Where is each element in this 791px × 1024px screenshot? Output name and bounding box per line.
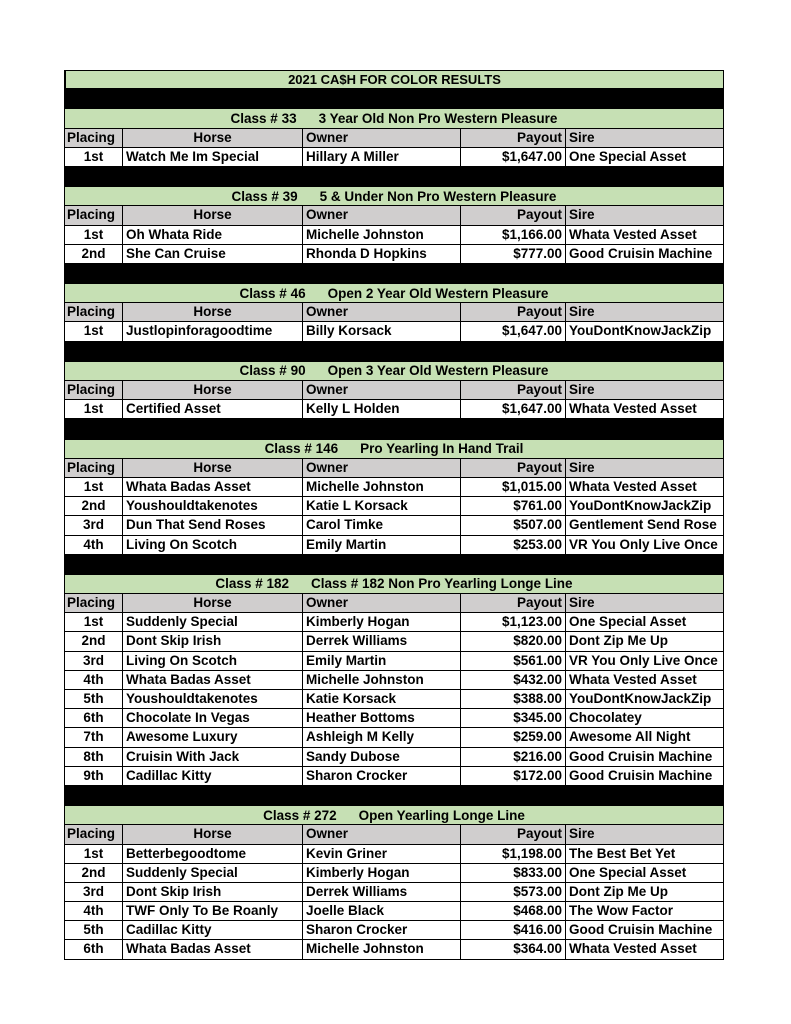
cell-owner: Rhonda D Hopkins xyxy=(302,244,460,263)
section-divider xyxy=(64,419,724,438)
header-horse: Horse xyxy=(122,302,302,321)
cell-sire: Good Cruisin Machine xyxy=(565,766,724,785)
cell-placing: 1st xyxy=(64,612,122,631)
header-horse: Horse xyxy=(122,205,302,224)
class-name: Pro Yearling In Hand Trail xyxy=(360,441,524,457)
class-name: 5 & Under Non Pro Western Pleasure xyxy=(319,188,557,204)
cell-sire: VR You Only Live Once xyxy=(565,535,724,554)
class-number: Class # 46 xyxy=(239,285,306,301)
cell-payout: $1,198.00 xyxy=(460,844,565,863)
cell-horse: Living On Scotch xyxy=(122,535,302,554)
class-title xyxy=(64,439,724,458)
header-horse: Horse xyxy=(122,824,302,843)
table-row xyxy=(64,727,724,746)
table-header-row xyxy=(64,302,724,321)
cell-payout: $253.00 xyxy=(460,535,565,554)
header-payout: Payout xyxy=(460,302,565,321)
table-row xyxy=(64,844,724,863)
results-sheet xyxy=(64,70,724,960)
header-payout: Payout xyxy=(460,205,565,224)
cell-payout: $345.00 xyxy=(460,708,565,727)
cell-owner: Kelly L Holden xyxy=(302,399,460,418)
table-header-row xyxy=(64,128,724,147)
header-horse: Horse xyxy=(122,458,302,477)
cell-owner: Derrek Williams xyxy=(302,882,460,901)
cell-horse: Justlopinforagoodtime xyxy=(122,321,302,340)
section-divider xyxy=(64,555,724,574)
class-number: Class # 182 xyxy=(215,576,289,592)
table-row xyxy=(64,689,724,708)
class-name: Open Yearling Longe Line xyxy=(358,807,525,823)
table-row xyxy=(64,766,724,785)
table-row xyxy=(64,147,724,166)
cell-horse: Certified Asset xyxy=(122,399,302,418)
class-title xyxy=(64,361,724,380)
cell-placing: 3rd xyxy=(64,882,122,901)
cell-sire: Chocolatey xyxy=(565,708,724,727)
table-row xyxy=(64,920,724,939)
table-row xyxy=(64,747,724,766)
class-number: Class # 39 xyxy=(231,188,298,204)
cell-sire: VR You Only Live Once xyxy=(565,651,724,670)
header-placing: Placing xyxy=(64,824,122,843)
cell-owner: Joelle Black xyxy=(302,901,460,920)
table-row xyxy=(64,863,724,882)
cell-placing: 3rd xyxy=(64,651,122,670)
cell-payout: $1,647.00 xyxy=(460,399,565,418)
cell-horse: TWF Only To Be Roanly xyxy=(122,901,302,920)
table-header-row xyxy=(64,593,724,612)
header-payout: Payout xyxy=(460,380,565,399)
cell-owner: Sharon Crocker xyxy=(302,766,460,785)
cell-horse: Youshouldtakenotes xyxy=(122,689,302,708)
table-row xyxy=(64,631,724,650)
table-row xyxy=(64,244,724,263)
class-name: Open 2 Year Old Western Pleasure xyxy=(327,285,549,301)
cell-sire: Gentlement Send Rose xyxy=(565,515,724,534)
section-divider xyxy=(64,167,724,186)
cell-payout: $259.00 xyxy=(460,727,565,746)
cell-placing: 8th xyxy=(64,747,122,766)
section-divider xyxy=(64,264,724,283)
class-title xyxy=(64,186,724,205)
cell-owner: Emily Martin xyxy=(302,651,460,670)
cell-owner: Michelle Johnston xyxy=(302,477,460,496)
cell-placing: 1st xyxy=(64,477,122,496)
cell-placing: 2nd xyxy=(64,631,122,650)
table-row xyxy=(64,901,724,920)
cell-placing: 6th xyxy=(64,708,122,727)
cell-sire: One Special Asset xyxy=(565,147,724,166)
cell-placing: 9th xyxy=(64,766,122,785)
cell-horse: She Can Cruise xyxy=(122,244,302,263)
cell-payout: $820.00 xyxy=(460,631,565,650)
cell-owner: Kimberly Hogan xyxy=(302,612,460,631)
cell-payout: $573.00 xyxy=(460,882,565,901)
cell-owner: Ashleigh M Kelly xyxy=(302,727,460,746)
cell-placing: 1st xyxy=(64,844,122,863)
cell-payout: $172.00 xyxy=(460,766,565,785)
cell-placing: 2nd xyxy=(64,244,122,263)
cell-horse: Oh Whata Ride xyxy=(122,225,302,244)
header-owner: Owner xyxy=(302,593,460,612)
table-header-row xyxy=(64,380,724,399)
cell-horse: Watch Me Im Special xyxy=(122,147,302,166)
cell-owner: Michelle Johnston xyxy=(302,939,460,958)
cell-sire: YouDontKnowJackZip xyxy=(565,321,724,340)
cell-horse: Youshouldtakenotes xyxy=(122,496,302,515)
header-sire: Sire xyxy=(565,302,724,321)
section-divider xyxy=(64,786,724,805)
cell-sire: Whata Vested Asset xyxy=(565,477,724,496)
cell-sire: Whata Vested Asset xyxy=(565,399,724,418)
cell-horse: Suddenly Special xyxy=(122,863,302,882)
cell-owner: Kimberly Hogan xyxy=(302,863,460,882)
cell-sire: Whata Vested Asset xyxy=(565,225,724,244)
cell-placing: 1st xyxy=(64,321,122,340)
cell-placing: 4th xyxy=(64,670,122,689)
header-sire: Sire xyxy=(565,380,724,399)
header-sire: Sire xyxy=(565,458,724,477)
cell-sire: YouDontKnowJackZip xyxy=(565,689,724,708)
cell-payout: $432.00 xyxy=(460,670,565,689)
table-row xyxy=(64,515,724,534)
cell-placing: 7th xyxy=(64,727,122,746)
cell-owner: Emily Martin xyxy=(302,535,460,554)
header-payout: Payout xyxy=(460,458,565,477)
cell-payout: $1,647.00 xyxy=(460,321,565,340)
header-placing: Placing xyxy=(64,205,122,224)
cell-owner: Hillary A Miller xyxy=(302,147,460,166)
header-owner: Owner xyxy=(302,458,460,477)
cell-horse: Cadillac Kitty xyxy=(122,766,302,785)
cell-sire: Whata Vested Asset xyxy=(565,939,724,958)
class-title xyxy=(64,574,724,593)
cell-payout: $416.00 xyxy=(460,920,565,939)
header-owner: Owner xyxy=(302,302,460,321)
cell-owner: Michelle Johnston xyxy=(302,670,460,689)
table-row xyxy=(64,399,724,418)
table-row xyxy=(64,670,724,689)
header-horse: Horse xyxy=(122,593,302,612)
cell-payout: $1,647.00 xyxy=(460,147,565,166)
table-row xyxy=(64,496,724,515)
cell-sire: YouDontKnowJackZip xyxy=(565,496,724,515)
class-title xyxy=(64,283,724,302)
cell-sire: The Wow Factor xyxy=(565,901,724,920)
cell-owner: Billy Korsack xyxy=(302,321,460,340)
cell-payout: $216.00 xyxy=(460,747,565,766)
section-divider xyxy=(64,342,724,361)
table-row xyxy=(64,225,724,244)
cell-owner: Michelle Johnston xyxy=(302,225,460,244)
cell-owner: Sharon Crocker xyxy=(302,920,460,939)
cell-owner: Carol Timke xyxy=(302,515,460,534)
cell-placing: 5th xyxy=(64,920,122,939)
cell-horse: Cruisin With Jack xyxy=(122,747,302,766)
table-row xyxy=(64,321,724,340)
cell-payout: $761.00 xyxy=(460,496,565,515)
header-placing: Placing xyxy=(64,380,122,399)
table-row xyxy=(64,535,724,554)
class-name: Open 3 Year Old Western Pleasure xyxy=(327,363,549,379)
cell-owner: Derrek Williams xyxy=(302,631,460,650)
cell-sire: Whata Vested Asset xyxy=(565,670,724,689)
header-payout: Payout xyxy=(460,824,565,843)
table-header-row xyxy=(64,205,724,224)
cell-horse: Suddenly Special xyxy=(122,612,302,631)
class-name: Class # 182 Non Pro Yearling Longe Line xyxy=(310,576,573,592)
class-number: Class # 33 xyxy=(230,110,297,126)
cell-sire: Awesome All Night xyxy=(565,727,724,746)
cell-horse: Whata Badas Asset xyxy=(122,939,302,958)
cell-placing: 5th xyxy=(64,689,122,708)
class-number: Class # 272 xyxy=(263,807,337,823)
cell-owner: Kevin Griner xyxy=(302,844,460,863)
header-placing: Placing xyxy=(64,302,122,321)
cell-owner: Katie L Korsack xyxy=(302,496,460,515)
cell-payout: $833.00 xyxy=(460,863,565,882)
class-number: Class # 90 xyxy=(239,363,306,379)
cell-horse: Chocolate In Vegas xyxy=(122,708,302,727)
cell-sire: Good Cruisin Machine xyxy=(565,747,724,766)
cell-sire: Dont Zip Me Up xyxy=(565,882,724,901)
table-row xyxy=(64,882,724,901)
cell-horse: Whata Badas Asset xyxy=(122,670,302,689)
header-placing: Placing xyxy=(64,593,122,612)
cell-owner: Heather Bottoms xyxy=(302,708,460,727)
table-row xyxy=(64,939,724,958)
header-sire: Sire xyxy=(565,205,724,224)
cell-placing: 1st xyxy=(64,147,122,166)
cell-horse: Whata Badas Asset xyxy=(122,477,302,496)
header-payout: Payout xyxy=(460,128,565,147)
cell-placing: 2nd xyxy=(64,863,122,882)
cell-sire: One Special Asset xyxy=(565,863,724,882)
header-sire: Sire xyxy=(565,128,724,147)
cell-sire: One Special Asset xyxy=(565,612,724,631)
cell-horse: Betterbegoodtome xyxy=(122,844,302,863)
header-owner: Owner xyxy=(302,380,460,399)
section-divider xyxy=(64,89,724,108)
class-title xyxy=(64,805,724,824)
cell-payout: $1,015.00 xyxy=(460,477,565,496)
cell-sire: Dont Zip Me Up xyxy=(565,631,724,650)
cell-payout: $364.00 xyxy=(460,939,565,958)
cell-payout: $1,123.00 xyxy=(460,612,565,631)
cell-sire: Good Cruisin Machine xyxy=(565,244,724,263)
cell-payout: $561.00 xyxy=(460,651,565,670)
class-title xyxy=(64,108,724,127)
cell-horse: Awesome Luxury xyxy=(122,727,302,746)
cell-placing: 1st xyxy=(64,399,122,418)
cell-horse: Living On Scotch xyxy=(122,651,302,670)
header-horse: Horse xyxy=(122,128,302,147)
cell-owner: Katie Korsack xyxy=(302,689,460,708)
cell-placing: 1st xyxy=(64,225,122,244)
cell-owner: Sandy Dubose xyxy=(302,747,460,766)
cell-horse: Cadillac Kitty xyxy=(122,920,302,939)
header-horse: Horse xyxy=(122,380,302,399)
table-header-row xyxy=(64,458,724,477)
cell-payout: $507.00 xyxy=(460,515,565,534)
class-name: 3 Year Old Non Pro Western Pleasure xyxy=(318,110,558,126)
header-payout: Payout xyxy=(460,593,565,612)
cell-placing: 6th xyxy=(64,939,122,958)
cell-sire: The Best Bet Yet xyxy=(565,844,724,863)
cell-placing: 4th xyxy=(64,535,122,554)
cell-horse: Dun That Send Roses xyxy=(122,515,302,534)
table-header-row xyxy=(64,824,724,843)
header-owner: Owner xyxy=(302,205,460,224)
table-row xyxy=(64,612,724,631)
table-bottom-border xyxy=(64,959,724,960)
class-number: Class # 146 xyxy=(264,441,339,457)
cell-placing: 2nd xyxy=(64,496,122,515)
cell-payout: $777.00 xyxy=(460,244,565,263)
results-sections xyxy=(64,89,724,959)
header-placing: Placing xyxy=(64,128,122,147)
cell-placing: 3rd xyxy=(64,515,122,534)
header-owner: Owner xyxy=(302,824,460,843)
cell-payout: $1,166.00 xyxy=(460,225,565,244)
table-row xyxy=(64,477,724,496)
cell-horse: Dont Skip Irish xyxy=(122,631,302,650)
cell-placing: 4th xyxy=(64,901,122,920)
header-sire: Sire xyxy=(565,824,724,843)
cell-sire: Good Cruisin Machine xyxy=(565,920,724,939)
header-owner: Owner xyxy=(302,128,460,147)
header-sire: Sire xyxy=(565,593,724,612)
header-placing: Placing xyxy=(64,458,122,477)
cell-payout: $388.00 xyxy=(460,689,565,708)
cell-payout: $468.00 xyxy=(460,901,565,920)
cell-horse: Dont Skip Irish xyxy=(122,882,302,901)
table-row xyxy=(64,708,724,727)
table-row xyxy=(64,651,724,670)
sheet-title: 2021 CA$H FOR COLOR RESULTS xyxy=(64,70,724,89)
